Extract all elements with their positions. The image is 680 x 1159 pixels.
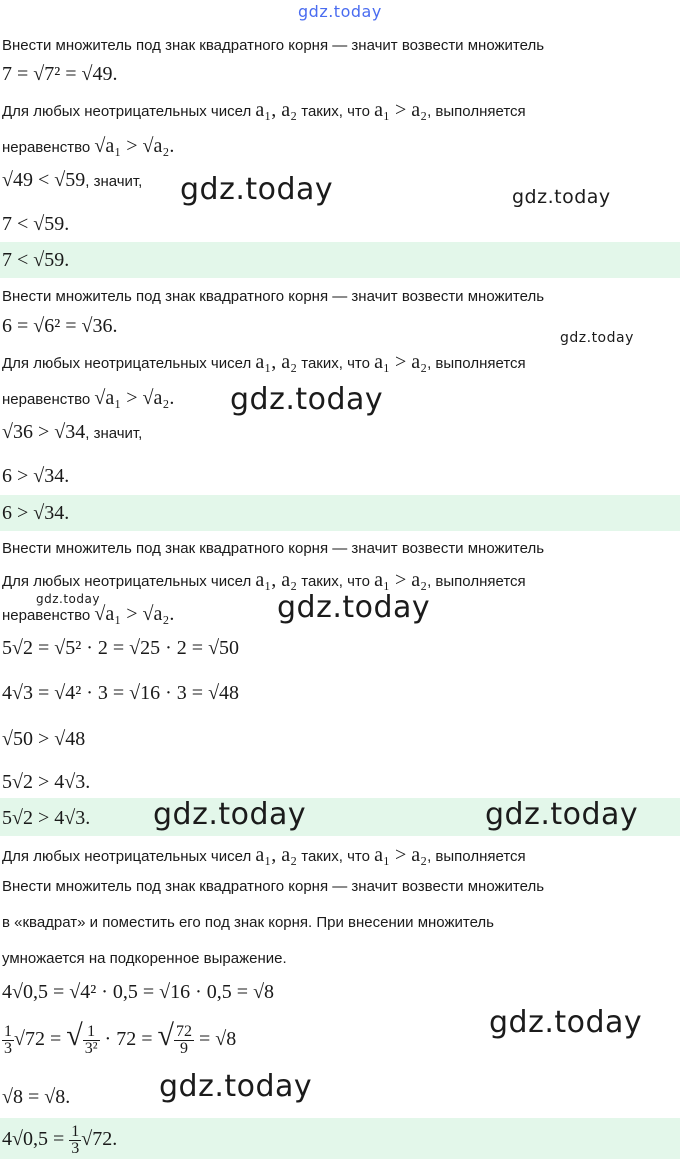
text: неравенство (2, 391, 95, 408)
math: √a₁ > √a₂. (94, 603, 175, 625)
answer-line (2, 1124, 117, 1157)
text-line (2, 100, 526, 122)
math: · 72 = (99, 1028, 158, 1051)
watermark: gdz.today (277, 590, 431, 625)
math-line: 6 > √34. (2, 465, 70, 487)
math: a₁ > a₂ (374, 569, 428, 591)
numerator: 1 (71, 1123, 80, 1140)
text: Для любых неотрицательных чисел (2, 103, 256, 120)
text: неравенство (2, 607, 95, 624)
text: Для любых неотрицательных чисел (2, 355, 256, 372)
numerator: 72 (175, 1023, 192, 1040)
text: таких, что (297, 573, 375, 590)
watermark: gdz.today (298, 2, 382, 21)
math: a₁, a₂ (255, 351, 298, 373)
math: 4√0,5 = (2, 1128, 70, 1151)
radical-sign: √ (66, 1019, 83, 1053)
math: √a₁ > √a₂. (94, 135, 175, 157)
answer-line: 6 > √34. (2, 502, 70, 524)
watermark: gdz.today (489, 1005, 643, 1040)
math: = √8 (193, 1028, 237, 1051)
text: , значит, (85, 425, 143, 442)
fraction (83, 1024, 100, 1057)
answer-line: 7 < √59. (2, 249, 70, 271)
math-line: 4√0,5 = √4² · 0,5 = √16 · 0,5 = √8 (2, 981, 275, 1003)
math-line: 5√2 > 4√3. (2, 771, 91, 793)
text: таких, что (297, 848, 375, 865)
math: √a₁ > √a₂. (94, 387, 175, 409)
watermark: gdz.today (560, 330, 634, 346)
text: таких, что (297, 103, 375, 120)
math-line: 6 = √6² = √36. (2, 315, 118, 337)
math-line: √50 > √48 (2, 728, 86, 750)
math-line: √8 = √8. (2, 1086, 71, 1108)
text-line (2, 604, 174, 626)
text-line (2, 136, 174, 158)
math: √72. (81, 1128, 118, 1151)
text-line: Внести множитель под знак квадратного корня — значит возвести множитель (2, 288, 545, 305)
math-line: 7 = √7² = √49. (2, 63, 118, 85)
fraction (69, 1124, 81, 1157)
math: a₁ > a₂ (374, 351, 428, 373)
text: , выполняется (427, 355, 526, 372)
math-line: 5√2 = √5² · 2 = √25 · 2 = √50 (2, 637, 240, 659)
text-line: в «квадрат» и поместить его под знак корня. При внесении множитель (2, 914, 494, 931)
denominator: 3² (84, 1040, 98, 1057)
math: a₁, a₂ (255, 569, 298, 591)
math: √36 > √34 (2, 421, 86, 443)
text: Для любых неотрицательных чисел (2, 573, 256, 590)
math: a₁, a₂ (255, 844, 298, 866)
text-line (2, 170, 142, 192)
math-line: 4√3 = √4² · 3 = √16 · 3 = √48 (2, 682, 240, 704)
fraction (174, 1024, 194, 1057)
watermark: gdz.today (485, 797, 639, 832)
text-line: Внести множитель под знак квадратного корня — значит возвести множитель (2, 37, 545, 54)
text-line: Внести множитель под знак квадратного корня — значит возвести множитель (2, 878, 545, 895)
numerator: 1 (4, 1023, 12, 1040)
watermark: gdz.today (153, 797, 307, 832)
watermark: gdz.today (512, 186, 611, 208)
math: a₁ > a₂ (374, 844, 428, 866)
math-line (2, 1019, 237, 1057)
math: √49 < √59 (2, 169, 86, 191)
watermark: gdz.today (159, 1069, 313, 1104)
numerator: 1 (83, 1024, 100, 1041)
text: таких, что (297, 355, 375, 372)
denominator: 9 (179, 1040, 188, 1057)
denominator: 3 (71, 1140, 80, 1157)
text-line (2, 845, 526, 867)
text-line (2, 352, 526, 374)
text: Для любых неотрицательных чисел (2, 848, 256, 865)
watermark: gdz.today (36, 592, 100, 606)
watermark: gdz.today (180, 172, 334, 207)
math-line: 7 < √59. (2, 213, 70, 235)
text: неравенство (2, 139, 95, 156)
denominator: 3 (4, 1040, 12, 1057)
text-line: Внести множитель под знак квадратного корня — значит возвести множитель (2, 540, 545, 557)
text: , значит, (85, 173, 143, 190)
fraction (2, 1024, 14, 1057)
math: a₁, a₂ (255, 99, 298, 121)
answer-highlight (0, 495, 680, 531)
text: , выполняется (427, 848, 526, 865)
answer-highlight (0, 242, 680, 278)
math: √72 = (14, 1028, 67, 1051)
math: a₁ > a₂ (374, 99, 428, 121)
text-line: умножается на подкоренное выражение. (2, 950, 287, 967)
watermark: gdz.today (230, 382, 384, 417)
text-line (2, 388, 174, 410)
text: , выполняется (427, 573, 526, 590)
text-line (2, 422, 142, 444)
answer-line: 5√2 > 4√3. (2, 807, 91, 829)
text-line (2, 570, 526, 592)
text: , выполняется (427, 103, 526, 120)
radical-sign: √ (157, 1019, 174, 1053)
